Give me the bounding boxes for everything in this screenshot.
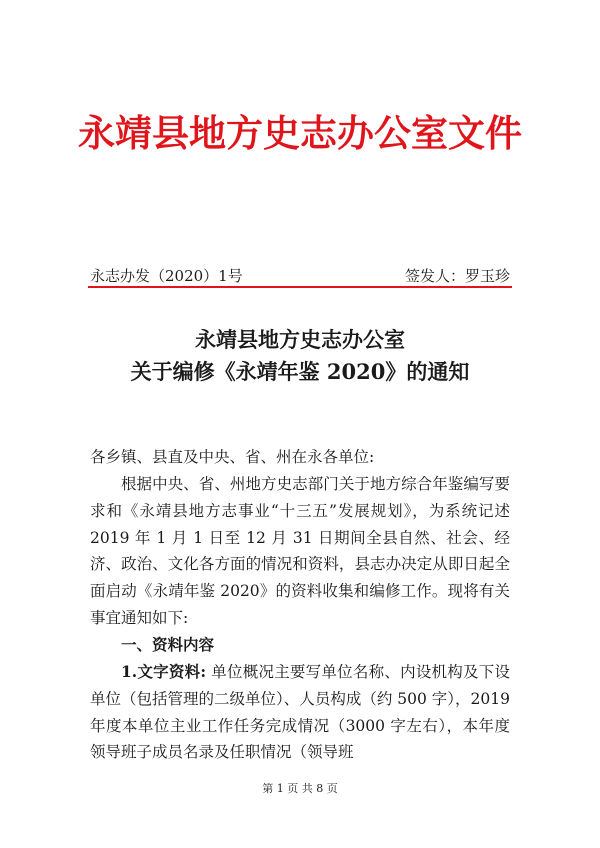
body-paragraph-1: 根据中央、省、州地方史志部门关于地方综合年鉴编写要求和《永靖县地方志事业“十三五”发展规划》，为系统记述 2019 年 1 月 1 日至 12 月 31 日期间全县自然、社会、经济、政治、文化各方面的情况和资料，县志办决定从即日起全面启动《永靖年鉴 2020》的资料收集和编修工作。现将有关事宜通知如下: [90, 475, 510, 627]
body-paragraph-2 [90, 659, 510, 766]
document-number: 永志办发（2020）1号 [90, 267, 243, 285]
salutation: 各乡镇、县直及中央、省、州在永各单位: [90, 448, 375, 466]
item-label: 1.文字资料: [121, 662, 207, 681]
signer: 签发人：罗玉珍 [404, 267, 510, 285]
section-heading-1: 一、资料内容 [121, 636, 215, 654]
document-title-line1: 永靖县地方史志办公室 [195, 327, 405, 352]
page-footer: 第 1 页 共 8 页 [262, 782, 338, 795]
document-number-row [90, 266, 510, 286]
document-masthead: 永靖县地方史志办公室文件 [78, 111, 522, 155]
document-title-line2: 关于编修《永靖年鉴 2020》的通知 [130, 359, 470, 384]
item-text: 单位概况主要写单位名称、内设机构及下设单位（包括管理的二级单位）、人员构成（约 500 字），2019 年度本单位主业工作任务完成情况（3000 字左右），本年度领导班子成员名录及任职情况（领导班 [90, 663, 511, 762]
red-divider-line [88, 286, 512, 288]
